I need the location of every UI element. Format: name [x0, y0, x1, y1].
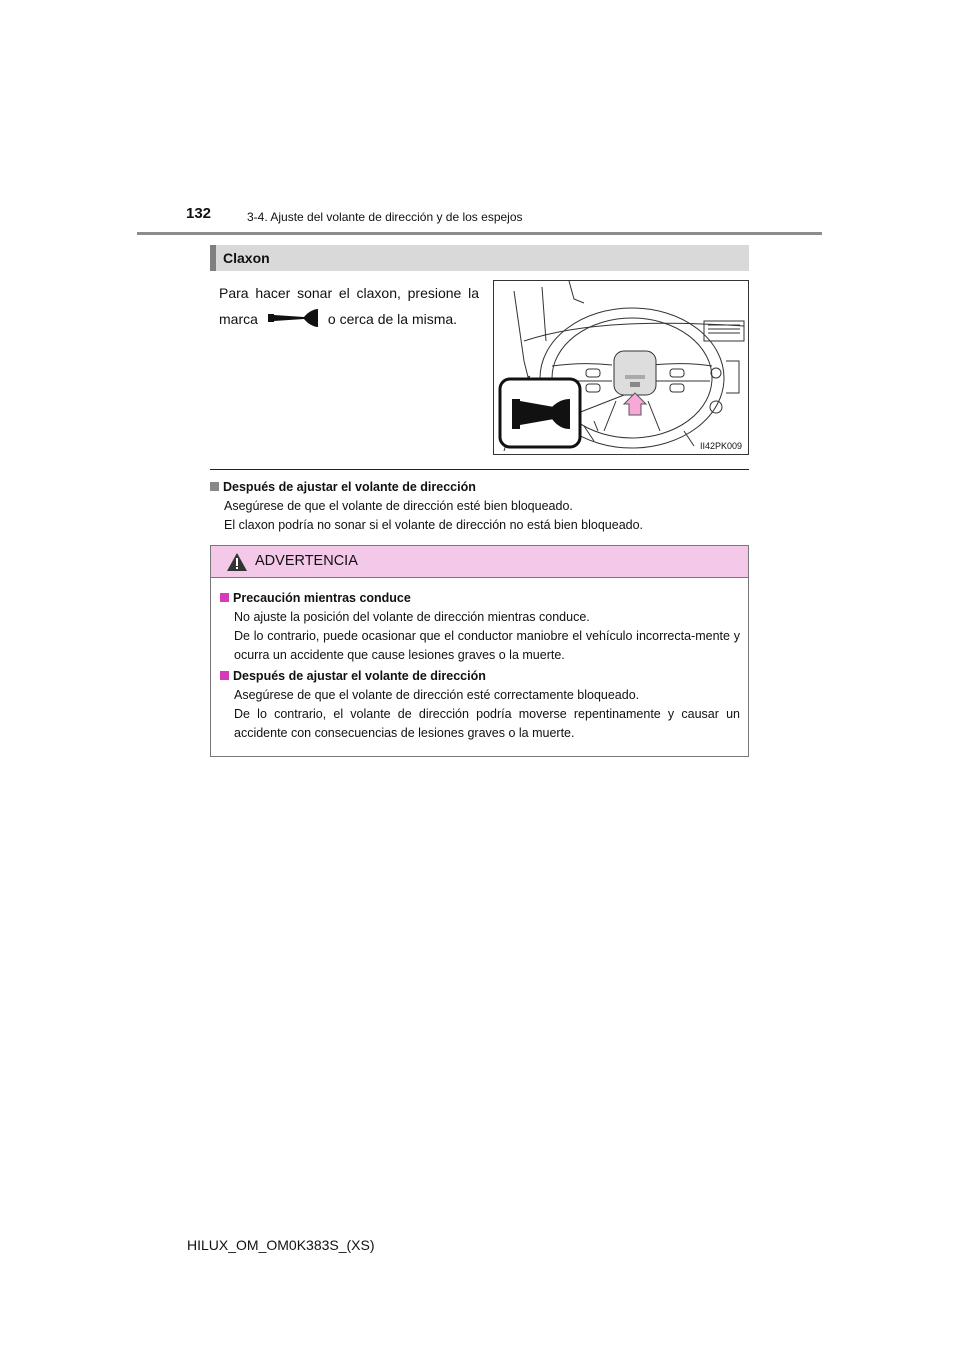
- intro-text-after: o cerca de la misma.: [327, 311, 458, 327]
- section-title: Claxon: [223, 250, 270, 266]
- warning-body: [211, 578, 748, 743]
- square-bullet-icon: [220, 593, 229, 602]
- header-rule: [137, 232, 822, 235]
- warning-item-line: De lo contrario, puede ocasionar que el conductor maniobre el vehículo incorrecta-mente y ocurra un accidente que cause lesiones graves o la muerte.: [234, 629, 740, 662]
- section-header: 3-4. Ajuste del volante de dirección y de los espejos: [247, 210, 523, 224]
- note-section: [210, 478, 749, 535]
- warning-item-heading: Precaución mientras conduce: [233, 591, 411, 605]
- warning-box: [210, 545, 749, 757]
- square-bullet-icon: [220, 671, 229, 680]
- warning-item-line: No ajuste la posición del volante de dirección mientras conduce.: [234, 610, 590, 624]
- steering-wheel-illustration: [493, 280, 749, 455]
- warning-item-heading-row: [220, 589, 740, 608]
- note-heading-row: [210, 478, 749, 497]
- horn-icon: [264, 308, 322, 328]
- note-heading: Después de ajustar el volante de dirección: [223, 480, 476, 494]
- note-line: El claxon podría no sonar si el volante de dirección no está bien bloqueado.: [224, 518, 644, 532]
- note-line: Asegúrese de que el volante de dirección esté bien bloqueado.: [224, 499, 573, 513]
- warning-item: [220, 589, 740, 665]
- divider: [210, 469, 749, 470]
- intro-text-before: Para hacer sonar el claxon, presione la marca: [219, 285, 479, 327]
- page-number: 132: [186, 205, 212, 222]
- warning-item-line: Asegúrese de que el volante de dirección esté correctamente bloqueado.: [234, 688, 640, 702]
- warning-title: ADVERTENCIA: [255, 553, 358, 569]
- warning-item-heading: Después de ajustar el volante de dirección: [233, 669, 486, 683]
- footer-document-id: HILUX_OM_OM0K383S_(XS): [187, 1237, 375, 1253]
- warning-header: [211, 546, 748, 578]
- figure-label: II42PK009: [699, 441, 742, 451]
- warning-triangle-icon: [226, 552, 248, 572]
- warning-item-line: De lo contrario, el volante de dirección podría moverse repentinamente y causar un accidente con consecuencias de lesiones graves o la muerte.: [234, 707, 740, 740]
- square-bullet-icon: [210, 482, 219, 491]
- section-title-bar: [210, 245, 749, 271]
- warning-item-heading-row: [220, 667, 740, 686]
- intro-paragraph: [219, 280, 479, 332]
- warning-item: [220, 667, 740, 743]
